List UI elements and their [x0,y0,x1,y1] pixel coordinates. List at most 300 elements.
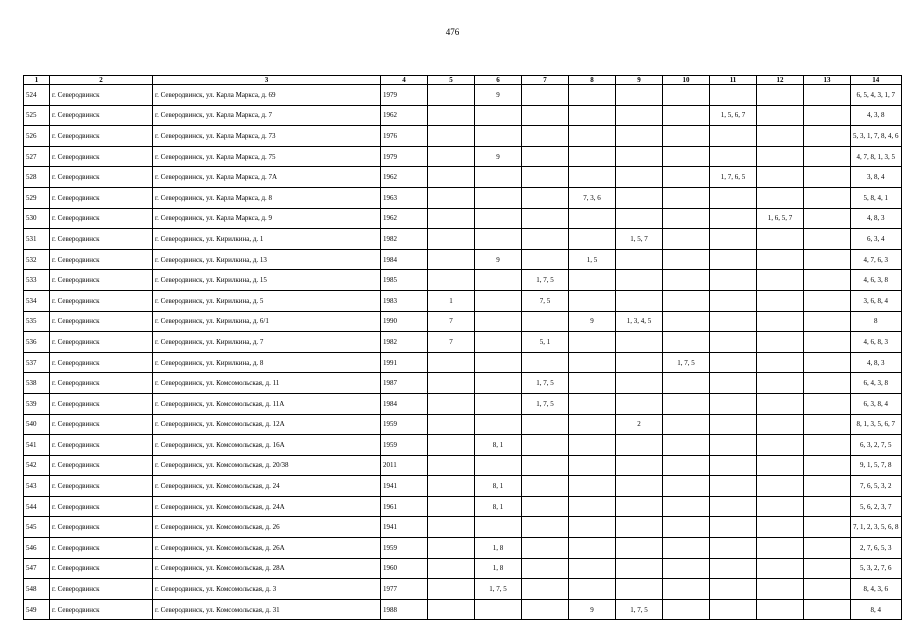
cell-col-14: 7, 6, 5, 3, 2 [851,476,902,497]
cell-col-9 [616,167,663,188]
cell-row-number: 525 [24,105,50,126]
cell-col-7 [522,579,569,600]
cell-col-9 [616,579,663,600]
cell-col-6 [475,455,522,476]
cell-col-13 [804,599,851,620]
cell-settlement: г. Северодвинск [50,208,153,229]
table-row [24,105,902,126]
cell-col-11 [710,579,757,600]
cell-year-built: 1979 [381,85,428,106]
cell-settlement: г. Северодвинск [50,332,153,353]
cell-col-7 [522,455,569,476]
cell-col-7 [522,187,569,208]
cell-col-13 [804,270,851,291]
cell-col-6: 1, 8 [475,558,522,579]
cell-settlement: г. Северодвинск [50,558,153,579]
cell-col-11: 1, 7, 6, 5 [710,167,757,188]
cell-address: г. Северодвинск, ул. Комсомольская, д. 26 [153,517,381,538]
table-row [24,579,902,600]
cell-settlement: г. Северодвинск [50,373,153,394]
cell-col-12 [757,599,804,620]
cell-col-12 [757,126,804,147]
cell-col-13 [804,229,851,250]
cell-col-5 [428,414,475,435]
cell-col-6 [475,270,522,291]
cell-col-5 [428,435,475,456]
cell-year-built: 1982 [381,229,428,250]
cell-col-11 [710,476,757,497]
cell-year-built: 1962 [381,167,428,188]
cell-year-built: 1963 [381,187,428,208]
cell-col-10 [663,538,710,559]
cell-address: г. Северодвинск, ул. Карла Маркса, д. 69 [153,85,381,106]
table-header [24,76,902,85]
cell-col-5 [428,126,475,147]
cell-col-9 [616,126,663,147]
cell-col-8 [569,393,616,414]
column-header-1: 1 [24,76,50,85]
cell-col-14: 6, 4, 3, 8 [851,373,902,394]
cell-address: г. Северодвинск, ул. Карла Маркса, д. 9 [153,208,381,229]
cell-col-13 [804,373,851,394]
cell-col-5 [428,538,475,559]
cell-col-7 [522,126,569,147]
cell-col-7: 1, 7, 5 [522,270,569,291]
cell-year-built: 1960 [381,558,428,579]
column-header-10: 10 [663,76,710,85]
cell-settlement: г. Северодвинск [50,229,153,250]
cell-col-13 [804,208,851,229]
cell-address: г. Северодвинск, ул. Комсомольская, д. 24А [153,496,381,517]
cell-year-built: 1990 [381,311,428,332]
cell-col-5 [428,270,475,291]
cell-year-built: 1941 [381,476,428,497]
cell-address: г. Северодвинск, ул. Карла Маркса, д. 73 [153,126,381,147]
cell-col-7 [522,167,569,188]
cell-settlement: г. Северодвинск [50,352,153,373]
table-row [24,229,902,250]
cell-col-8 [569,373,616,394]
cell-col-12 [757,187,804,208]
cell-col-12 [757,290,804,311]
cell-col-6: 8, 1 [475,496,522,517]
cell-col-7 [522,249,569,270]
cell-col-11 [710,496,757,517]
cell-row-number: 548 [24,579,50,600]
cell-address: г. Северодвинск, ул. Карла Маркса, д. 75 [153,146,381,167]
table-row [24,435,902,456]
cell-col-11 [710,435,757,456]
cell-col-13 [804,126,851,147]
cell-col-11 [710,270,757,291]
cell-col-13 [804,476,851,497]
cell-col-11 [710,393,757,414]
cell-col-14: 8, 4 [851,599,902,620]
cell-col-10 [663,270,710,291]
cell-col-14: 4, 6, 8, 3 [851,332,902,353]
cell-col-12 [757,229,804,250]
cell-address: г. Северодвинск, ул. Кирилкина, д. 8 [153,352,381,373]
cell-col-8 [569,579,616,600]
cell-col-8: 1, 5 [569,249,616,270]
column-header-2: 2 [50,76,153,85]
cell-col-14: 8 [851,311,902,332]
cell-col-13 [804,414,851,435]
cell-col-12 [757,167,804,188]
cell-year-built: 1962 [381,105,428,126]
cell-col-5 [428,352,475,373]
cell-year-built: 1959 [381,538,428,559]
column-header-9: 9 [616,76,663,85]
cell-row-number: 534 [24,290,50,311]
cell-col-11 [710,249,757,270]
cell-address: г. Северодвинск, ул. Кирилкина, д. 1 [153,229,381,250]
cell-col-9 [616,352,663,373]
cell-col-10 [663,332,710,353]
table-row [24,517,902,538]
cell-row-number: 526 [24,126,50,147]
cell-col-5 [428,496,475,517]
cell-col-11 [710,455,757,476]
cell-settlement: г. Северодвинск [50,496,153,517]
cell-col-12 [757,85,804,106]
table-row [24,249,902,270]
cell-col-10 [663,208,710,229]
cell-year-built: 1985 [381,270,428,291]
cell-col-6: 1, 7, 5 [475,579,522,600]
cell-col-12 [757,311,804,332]
cell-col-5 [428,455,475,476]
cell-col-14: 4, 8, 3 [851,208,902,229]
cell-row-number: 547 [24,558,50,579]
cell-col-10 [663,496,710,517]
cell-col-12 [757,579,804,600]
cell-row-number: 529 [24,187,50,208]
cell-year-built: 1959 [381,414,428,435]
cell-year-built: 1959 [381,435,428,456]
cell-col-9 [616,290,663,311]
cell-year-built: 1984 [381,249,428,270]
cell-col-13 [804,352,851,373]
cell-col-14: 4, 7, 6, 3 [851,249,902,270]
cell-col-14: 6, 5, 4, 3, 1, 7 [851,85,902,106]
cell-row-number: 543 [24,476,50,497]
cell-col-12 [757,393,804,414]
cell-col-9 [616,373,663,394]
cell-col-13 [804,517,851,538]
table-row [24,599,902,620]
cell-col-8 [569,229,616,250]
cell-col-10 [663,476,710,497]
column-header-12: 12 [757,76,804,85]
cell-col-13 [804,290,851,311]
cell-row-number: 549 [24,599,50,620]
cell-col-10 [663,105,710,126]
cell-col-11 [710,599,757,620]
cell-col-7 [522,146,569,167]
cell-col-14: 4, 6, 3, 8 [851,270,902,291]
cell-col-7 [522,538,569,559]
cell-col-12 [757,455,804,476]
cell-col-12: 1, 6, 5, 7 [757,208,804,229]
cell-col-5 [428,579,475,600]
cell-col-12 [757,476,804,497]
cell-row-number: 545 [24,517,50,538]
table-row [24,558,902,579]
cell-col-5 [428,146,475,167]
table-row [24,208,902,229]
cell-address: г. Северодвинск, ул. Комсомольская, д. 26А [153,538,381,559]
cell-col-6 [475,393,522,414]
cell-address: г. Северодвинск, ул. Кирилкина, д. 7 [153,332,381,353]
cell-col-14: 6, 3, 8, 4 [851,393,902,414]
cell-address: г. Северодвинск, ул. Кирилкина, д. 15 [153,270,381,291]
cell-settlement: г. Северодвинск [50,414,153,435]
table-body [24,85,902,620]
cell-col-9 [616,435,663,456]
cell-settlement: г. Северодвинск [50,167,153,188]
cell-col-14: 5, 6, 2, 3, 7 [851,496,902,517]
cell-col-13 [804,496,851,517]
cell-col-9 [616,249,663,270]
cell-col-8 [569,105,616,126]
cell-col-7: 7, 5 [522,290,569,311]
cell-address: г. Северодвинск, ул. Кирилкина, д. 6/1 [153,311,381,332]
cell-col-6 [475,126,522,147]
cell-col-14: 4, 7, 8, 1, 3, 5 [851,146,902,167]
cell-address: г. Северодвинск, ул. Карла Маркса, д. 8 [153,187,381,208]
cell-col-13 [804,538,851,559]
cell-col-7: 1, 7, 5 [522,393,569,414]
cell-col-7 [522,599,569,620]
cell-row-number: 528 [24,167,50,188]
cell-address: г. Северодвинск, ул. Комсомольская, д. 11 [153,373,381,394]
cell-year-built: 1979 [381,146,428,167]
cell-col-9: 2 [616,414,663,435]
cell-col-10 [663,249,710,270]
cell-col-12 [757,414,804,435]
cell-col-12 [757,146,804,167]
cell-col-11 [710,311,757,332]
cell-col-10 [663,393,710,414]
cell-col-8 [569,455,616,476]
cell-col-8 [569,558,616,579]
table-row [24,414,902,435]
cell-col-12 [757,352,804,373]
cell-col-11 [710,146,757,167]
table-row [24,187,902,208]
column-header-14: 14 [851,76,902,85]
cell-row-number: 542 [24,455,50,476]
cell-col-6 [475,352,522,373]
cell-year-built: 1991 [381,352,428,373]
cell-col-13 [804,579,851,600]
cell-col-13 [804,311,851,332]
cell-col-13 [804,393,851,414]
cell-col-8 [569,290,616,311]
cell-col-12 [757,517,804,538]
cell-col-11: 1, 5, 6, 7 [710,105,757,126]
cell-col-5 [428,208,475,229]
cell-col-9 [616,476,663,497]
cell-col-9 [616,187,663,208]
table-row [24,270,902,291]
table-row [24,85,902,106]
cell-col-6 [475,599,522,620]
cell-col-7 [522,558,569,579]
cell-col-13 [804,187,851,208]
cell-row-number: 532 [24,249,50,270]
cell-col-11 [710,414,757,435]
cell-col-13 [804,435,851,456]
cell-col-11 [710,229,757,250]
cell-col-9 [616,393,663,414]
cell-col-8 [569,538,616,559]
cell-col-8 [569,146,616,167]
cell-col-12 [757,105,804,126]
cell-year-built: 1982 [381,332,428,353]
cell-col-9 [616,270,663,291]
cell-address: г. Северодвинск, ул. Карла Маркса, д. 7А [153,167,381,188]
column-header-11: 11 [710,76,757,85]
cell-col-7 [522,105,569,126]
cell-col-14: 5, 3, 2, 7, 6 [851,558,902,579]
cell-settlement: г. Северодвинск [50,311,153,332]
cell-col-12 [757,332,804,353]
cell-col-10 [663,373,710,394]
cell-year-built: 1984 [381,393,428,414]
column-header-5: 5 [428,76,475,85]
cell-col-10 [663,311,710,332]
column-header-6: 6 [475,76,522,85]
cell-year-built: 1987 [381,373,428,394]
cell-col-6: 9 [475,249,522,270]
cell-settlement: г. Северодвинск [50,435,153,456]
column-header-7: 7 [522,76,569,85]
cell-col-8 [569,476,616,497]
cell-col-6: 9 [475,85,522,106]
cell-col-14: 3, 6, 8, 4 [851,290,902,311]
cell-settlement: г. Северодвинск [50,455,153,476]
cell-year-built: 1983 [381,290,428,311]
cell-year-built: 1962 [381,208,428,229]
cell-col-10 [663,167,710,188]
cell-address: г. Северодвинск, ул. Комсомольская, д. 16А [153,435,381,456]
cell-col-10 [663,187,710,208]
cell-col-8 [569,332,616,353]
cell-col-13 [804,455,851,476]
cell-col-8 [569,126,616,147]
table-row [24,476,902,497]
cell-col-14: 6, 3, 2, 7, 5 [851,435,902,456]
table-row [24,393,902,414]
cell-col-6 [475,208,522,229]
cell-row-number: 527 [24,146,50,167]
cell-col-11 [710,332,757,353]
cell-col-10 [663,558,710,579]
cell-row-number: 538 [24,373,50,394]
cell-col-5 [428,105,475,126]
table-row [24,167,902,188]
cell-col-6 [475,105,522,126]
cell-col-11 [710,126,757,147]
cell-col-12 [757,435,804,456]
cell-col-7: 1, 7, 5 [522,373,569,394]
cell-col-13 [804,167,851,188]
cell-col-8 [569,435,616,456]
cell-col-6: 8, 1 [475,435,522,456]
cell-col-7: 5, 1 [522,332,569,353]
table-row [24,455,902,476]
cell-col-11 [710,208,757,229]
cell-col-10 [663,599,710,620]
cell-col-9 [616,146,663,167]
cell-col-11 [710,538,757,559]
cell-settlement: г. Северодвинск [50,85,153,106]
cell-address: г. Северодвинск, ул. Комсомольская, д. 12А [153,414,381,435]
cell-col-8 [569,208,616,229]
table-row [24,311,902,332]
cell-col-12 [757,373,804,394]
cell-col-9 [616,538,663,559]
cell-col-10 [663,579,710,600]
cell-address: г. Северодвинск, ул. Комсомольская, д. 28А [153,558,381,579]
cell-col-6 [475,311,522,332]
cell-col-10 [663,414,710,435]
cell-col-13 [804,105,851,126]
cell-settlement: г. Северодвинск [50,476,153,497]
table-row [24,352,902,373]
cell-row-number: 546 [24,538,50,559]
cell-col-5: 1 [428,290,475,311]
page-number: 476 [445,27,460,37]
cell-col-7 [522,85,569,106]
cell-address: г. Северодвинск, ул. Комсомольская, д. 11А [153,393,381,414]
cell-col-6: 1, 8 [475,538,522,559]
cell-address: г. Северодвинск, ул. Комсомольская, д. 3 [153,579,381,600]
cell-row-number: 544 [24,496,50,517]
cell-col-8 [569,414,616,435]
cell-col-5 [428,517,475,538]
cell-year-built: 1988 [381,599,428,620]
table-row [24,538,902,559]
cell-col-14: 8, 4, 3, 6 [851,579,902,600]
cell-row-number: 537 [24,352,50,373]
cell-col-9 [616,496,663,517]
cell-col-12 [757,249,804,270]
cell-col-9: 1, 5, 7 [616,229,663,250]
cell-col-7 [522,414,569,435]
cell-col-7 [522,208,569,229]
cell-col-5 [428,167,475,188]
column-header-8: 8 [569,76,616,85]
cell-settlement: г. Северодвинск [50,249,153,270]
cell-col-10 [663,229,710,250]
header-row [24,76,902,85]
cell-col-6 [475,517,522,538]
column-header-13: 13 [804,76,851,85]
cell-address: г. Северодвинск, ул. Комсомольская, д. 20/38 [153,455,381,476]
cell-col-6 [475,187,522,208]
cell-settlement: г. Северодвинск [50,579,153,600]
cell-col-5 [428,85,475,106]
cell-col-9 [616,558,663,579]
cell-col-8 [569,352,616,373]
cell-col-6 [475,332,522,353]
cell-address: г. Северодвинск, ул. Кирилкина, д. 5 [153,290,381,311]
cell-settlement: г. Северодвинск [50,290,153,311]
housing-register-table [23,75,902,620]
